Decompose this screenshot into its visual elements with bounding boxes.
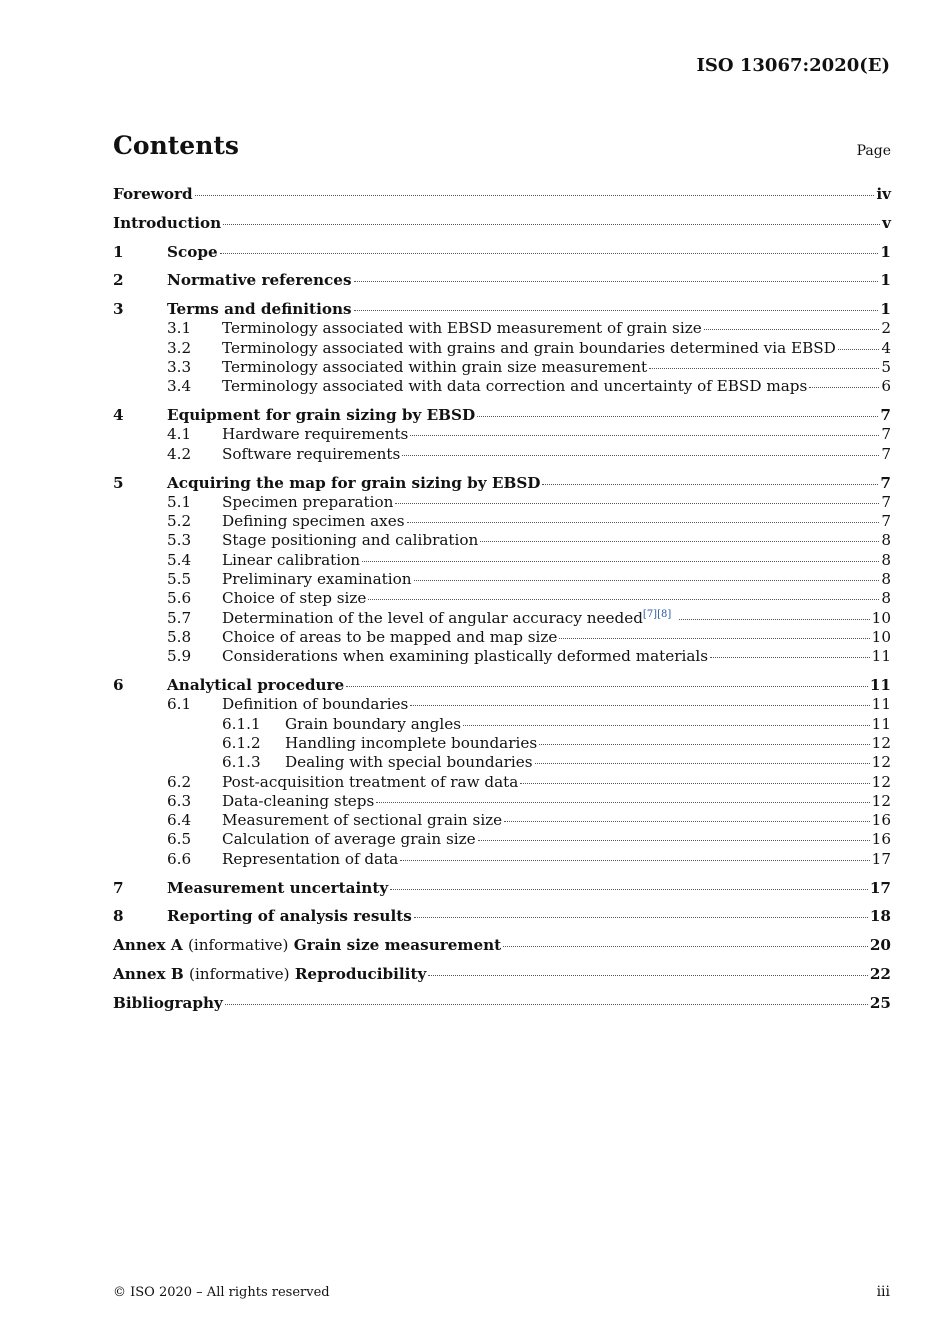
dot-leader — [478, 840, 870, 841]
toc-entry-number: 6.3 — [167, 791, 192, 810]
toc-entry-page: 12 — [871, 772, 891, 791]
dot-leader — [559, 638, 869, 639]
toc-entry-page: 10 — [871, 608, 891, 627]
annex-label: Annex B — [113, 964, 184, 983]
dot-leader — [220, 253, 879, 254]
toc-entry-text: Normative references — [167, 271, 352, 290]
toc-entry-page: 12 — [871, 753, 891, 772]
toc-entry-page: 17 — [869, 878, 891, 897]
toc-entry-number: 6.4 — [167, 811, 192, 830]
toc-entry-number: 5.6 — [167, 589, 192, 608]
toc-entry-text: Acquiring the map for grain sizing by EBSD — [167, 473, 541, 492]
toc-entry-5-6[interactable] — [113, 589, 891, 608]
toc-entry-number: 5 — [113, 473, 124, 492]
toc-entry-text: Analytical procedure — [167, 676, 345, 695]
toc-entry-number: 4.2 — [167, 444, 192, 463]
toc-entry-text: Grain boundary angles — [285, 714, 461, 733]
dot-leader — [480, 541, 879, 542]
toc-entry-number: 2 — [113, 271, 124, 290]
toc-entry-text: Defining specimen axes — [222, 512, 405, 531]
toc-entry-5-7[interactable] — [113, 609, 891, 628]
toc-entry-4[interactable] — [113, 406, 891, 425]
toc-entry-text: Handling incomplete boundaries — [285, 733, 538, 752]
toc-entry-text: Post-acquisition treatment of raw data — [222, 772, 519, 791]
toc-entry-foreword[interactable] — [113, 185, 891, 204]
dot-leader — [542, 484, 878, 485]
toc-entry-page: 8 — [881, 531, 891, 550]
toc-entry-text: Representation of data — [222, 849, 399, 868]
dot-leader — [346, 686, 868, 687]
toc-entry-text: Specimen preparation — [222, 492, 394, 511]
annex-type: (informative) — [189, 964, 290, 983]
toc-entry-text: Definition of boundaries — [222, 695, 409, 714]
toc-entry-bibliography[interactable] — [113, 994, 891, 1013]
toc-entry-annex-b[interactable] — [113, 965, 891, 984]
reference-link-7[interactable]: [7] — [642, 608, 658, 620]
dot-leader — [376, 802, 869, 803]
toc-entry-text: Choice of areas to be mapped and map size — [222, 627, 558, 646]
dot-leader — [400, 860, 869, 861]
toc-entry-text: Calculation of average grain size — [222, 830, 476, 849]
toc-entry-text: Foreword — [113, 185, 193, 203]
toc-entry-text — [222, 609, 671, 628]
toc-entry-5-8[interactable] — [113, 628, 891, 647]
toc-entry-text: Data-cleaning steps — [222, 791, 375, 810]
dot-leader — [704, 329, 880, 330]
toc-entry-text — [113, 965, 426, 984]
dot-leader — [225, 1004, 868, 1005]
annex-title: Grain size measurement — [293, 936, 502, 955]
toc-entry-page: 8 — [881, 550, 891, 569]
dot-leader — [368, 599, 879, 600]
toc-entry-number: 4 — [113, 406, 124, 425]
toc-entry-2[interactable] — [113, 271, 891, 290]
toc-entry-page: 11 — [871, 695, 891, 714]
toc-entry-number: 6.2 — [167, 772, 192, 791]
dot-leader — [428, 975, 868, 976]
dot-leader — [520, 783, 869, 784]
dot-leader — [410, 705, 869, 706]
toc-entry-page: 25 — [869, 993, 891, 1012]
toc-entry-5-9[interactable] — [113, 647, 891, 666]
toc-entry-number: 6.1.3 — [222, 753, 261, 772]
toc-entry-number: 5.5 — [167, 570, 192, 589]
toc-entry-6-3[interactable] — [113, 792, 891, 811]
toc-entry-text: Terminology associated with EBSD measurement of grain size — [222, 319, 702, 338]
toc-entry-3-4[interactable] — [113, 377, 891, 396]
toc-entry-number: 8 — [113, 907, 124, 926]
toc-entry-page: 6 — [881, 377, 891, 396]
toc-entry-8[interactable] — [113, 907, 891, 926]
dot-leader — [223, 224, 880, 225]
toc-entry-page: 1 — [880, 271, 891, 290]
toc-entry-3-1[interactable] — [113, 319, 891, 338]
dot-leader — [539, 744, 870, 745]
dot-leader — [362, 561, 879, 562]
toc-entry-number: 6.1.1 — [222, 714, 261, 733]
toc-entry-5[interactable] — [113, 474, 891, 493]
toc-entry-6-1[interactable] — [113, 695, 891, 714]
toc-entry-number: 6.1 — [167, 695, 192, 714]
toc-entry-number: 5.7 — [167, 608, 192, 627]
toc-entry-page: 8 — [881, 589, 891, 608]
toc-entry-6[interactable] — [113, 676, 891, 695]
document-id: ISO 13067:2020(E) — [696, 55, 890, 76]
toc-entry-5-1[interactable] — [113, 493, 891, 512]
dot-leader — [402, 455, 879, 456]
dot-leader — [504, 821, 870, 822]
toc-entry-page: v — [882, 213, 891, 232]
annex-label: Annex A — [113, 936, 183, 955]
toc-entry-page: 1 — [880, 300, 891, 319]
page-title: Contents — [113, 131, 240, 160]
toc-entry-label: Determination of the level of angular accuracy needed — [222, 608, 643, 627]
dot-leader — [463, 725, 870, 726]
toc-entry-text: Equipment for grain sizing by EBSD — [167, 406, 476, 425]
toc-entry-page: 11 — [869, 676, 891, 695]
toc-entry-number: 5.9 — [167, 647, 192, 666]
toc-entry-text: Dealing with special boundaries — [285, 753, 533, 772]
toc-entry-6-1-1[interactable] — [113, 715, 891, 734]
toc-entry-page: 1 — [880, 242, 891, 261]
dot-leader — [535, 763, 870, 764]
toc-entry-number: 5.1 — [167, 492, 192, 511]
toc-entry-page: 7 — [881, 444, 891, 463]
dot-leader — [477, 416, 878, 417]
toc-entry-6-5[interactable] — [113, 830, 891, 849]
toc-entry-page: 4 — [881, 338, 891, 357]
toc-entry-6-1-3[interactable] — [113, 753, 891, 772]
toc-entry-5-2[interactable] — [113, 512, 891, 531]
toc-entry-3-3[interactable] — [113, 358, 891, 377]
dot-leader — [195, 195, 875, 196]
toc-entry-6-2[interactable] — [113, 773, 891, 792]
toc-entry-number: 6.5 — [167, 830, 192, 849]
dot-leader — [395, 503, 879, 504]
toc-entry-page: 18 — [869, 907, 891, 926]
dot-leader — [414, 917, 868, 918]
toc-entry-number: 5.3 — [167, 531, 192, 550]
toc-entry-page: 12 — [871, 733, 891, 752]
toc-entry-text: Measurement of sectional grain size — [222, 811, 503, 830]
dot-leader — [649, 368, 879, 369]
annex-title: Reproducibility — [294, 964, 427, 983]
copyright-notice: © ISO 2020 – All rights reserved — [113, 1285, 330, 1300]
toc-entry-text — [113, 936, 501, 955]
dot-leader — [710, 657, 870, 658]
toc-entry-introduction[interactable] — [113, 214, 891, 233]
toc-entry-text: Reporting of analysis results — [167, 907, 412, 926]
toc-entry-text: Hardware requirements — [222, 425, 409, 444]
toc-entry-4-2[interactable] — [113, 445, 891, 464]
toc-entry-page: iv — [876, 185, 891, 203]
toc-entry-6-4[interactable] — [113, 811, 891, 830]
toc-entry-number: 5.2 — [167, 512, 192, 531]
reference-link-8[interactable]: [8] — [657, 608, 672, 620]
toc-entry-page: 11 — [871, 647, 891, 666]
toc-entry-page: 5 — [881, 358, 891, 377]
dot-leader — [390, 889, 868, 890]
toc-entry-text: Preliminary examination — [222, 570, 412, 589]
dot-leader — [809, 387, 879, 388]
toc-entry-page: 12 — [871, 791, 891, 810]
toc-entry-number: 4.1 — [167, 425, 192, 444]
toc-entry-page: 8 — [881, 570, 891, 589]
toc-entry-7[interactable] — [113, 879, 891, 898]
toc-entry-3[interactable] — [113, 300, 891, 319]
toc-entry-number: 6 — [113, 676, 124, 695]
toc-entry-5-3[interactable] — [113, 531, 891, 550]
toc-entry-text: Terms and definitions — [167, 300, 352, 319]
toc-entry-1[interactable] — [113, 243, 891, 262]
toc-entry-6-1-2[interactable] — [113, 734, 891, 753]
toc-entry-page: 7 — [880, 473, 891, 492]
toc-entry-page: 7 — [881, 425, 891, 444]
toc-entry-text: Scope — [167, 242, 218, 261]
toc-entry-text: Stage positioning and calibration — [222, 531, 479, 550]
toc-entry-page: 7 — [880, 406, 891, 425]
dot-leader — [503, 946, 868, 947]
toc-entry-6-6[interactable] — [113, 850, 891, 869]
toc-entry-page: 2 — [881, 319, 891, 338]
toc-entry-page: 17 — [871, 849, 891, 868]
toc-entry-page: 16 — [871, 830, 891, 849]
toc-entry-page: 16 — [871, 811, 891, 830]
toc-entry-text: Software requirements — [222, 444, 401, 463]
toc-entry-text: Linear calibration — [222, 550, 361, 569]
toc-entry-number: 3.1 — [167, 319, 192, 338]
dot-leader — [354, 281, 879, 282]
page-number: iii — [876, 1284, 890, 1300]
toc-entry-number: 6.1.2 — [222, 733, 261, 752]
toc-entry-number: 6.6 — [167, 849, 192, 868]
toc-entry-text: Bibliography — [113, 993, 223, 1012]
dot-leader — [679, 619, 869, 620]
toc-entry-text: Terminology associated with data correction and uncertainty of EBSD maps — [222, 377, 808, 396]
toc-entry-page: 7 — [881, 492, 891, 511]
toc-entry-page: 7 — [881, 512, 891, 531]
dot-leader — [410, 435, 879, 436]
toc-entry-number: 5.4 — [167, 550, 192, 569]
toc-entry-page: 10 — [871, 627, 891, 646]
toc-entry-text: Considerations when examining plastically deformed materials — [222, 647, 709, 666]
toc-entry-text: Choice of step size — [222, 589, 367, 608]
toc-entry-page: 22 — [869, 964, 891, 983]
toc-entry-page: 11 — [871, 714, 891, 733]
toc-entry-number: 3 — [113, 300, 124, 319]
table-of-contents — [113, 185, 891, 1013]
dot-leader — [414, 580, 880, 581]
dot-leader — [407, 522, 880, 523]
toc-entry-number: 3.3 — [167, 358, 192, 377]
toc-entry-5-5[interactable] — [113, 570, 891, 589]
toc-entry-annex-a[interactable] — [113, 936, 891, 955]
toc-entry-page: 20 — [869, 936, 891, 955]
annex-type: (informative) — [187, 936, 289, 955]
toc-entry-number: 3.4 — [167, 377, 192, 396]
toc-entry-number: 1 — [113, 242, 124, 261]
toc-entry-text: Introduction — [113, 213, 222, 232]
toc-entry-3-2[interactable] — [113, 339, 891, 358]
dot-leader — [354, 310, 879, 311]
toc-entry-text: Measurement uncertainty — [167, 878, 389, 897]
toc-entry-text: Terminology associated within grain size measurement — [222, 358, 648, 377]
toc-entry-number: 5.8 — [167, 627, 192, 646]
toc-entry-number: 3.2 — [167, 338, 192, 357]
dot-leader — [838, 349, 879, 350]
toc-entry-text: Terminology associated with grains and grain boundaries determined via EBSD — [222, 338, 836, 357]
toc-entry-4-1[interactable] — [113, 425, 891, 444]
toc-entry-number: 7 — [113, 878, 124, 897]
page-column-label: Page — [856, 143, 891, 159]
toc-entry-5-4[interactable] — [113, 551, 891, 570]
